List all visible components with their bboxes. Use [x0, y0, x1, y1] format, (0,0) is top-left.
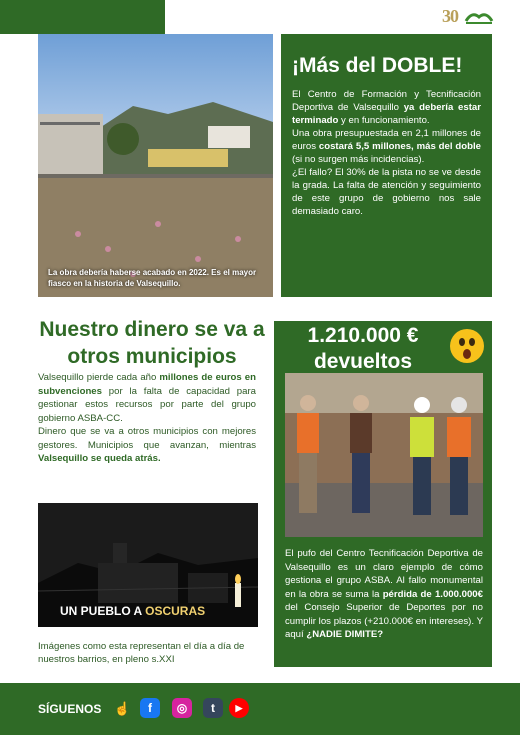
money-leaving-body: Valsequillo pierde cada año millones de euros en subvenciones por la falta de capacidad para gestionar estos recursos por parte del grupo gobierno ASBA-CC. Dinero que se va a otros municipios con mejores gestores. Municipios que avanzan, mientras Valsequillo se queda atrás. — [38, 372, 256, 464]
photo-caption: La obra debería haberse acabado en 2022. Es el mayor fiasco en la historia de Valsequillo. — [48, 268, 257, 288]
section-title: ¡Más del DOBLE! — [292, 54, 463, 77]
tumblr-icon[interactable]: t — [203, 698, 223, 718]
party-logo-icon — [464, 9, 494, 25]
hand-pointer-icon: ☝ — [114, 701, 131, 716]
double-cost-panel — [281, 34, 492, 297]
paragraph-2: Una obra presupuestada en 2,1 millones de euros costará 5,5 millones, más del doble (si no surgen más incidencias). — [292, 128, 481, 165]
returned-money-panel — [274, 321, 492, 667]
site-visit-photo — [285, 373, 483, 537]
paragraph-1: El Centro de Formación y Tecnificación Deportiva de Valsequillo ya debería estar terminado y en funcionamiento. — [292, 89, 481, 126]
header-logos — [442, 6, 494, 27]
paragraph-3: ¿El fallo? El 30% de la pista no se ve desde la grada. La falta de atención y seguimiento de este grupo de gobierno nos sale demasiado caro. — [292, 167, 481, 217]
money-leaving-title: Nuestro dinero se va a otros municipios — [39, 318, 265, 368]
construction-site-photo — [38, 34, 273, 297]
returned-money-body: El pufo del Centro Tecnificación Deportiva de Valsequillo es un claro ejemplo de cómo gestiona el grupo ASBA. Al fallo monumental en la obra se suma la pérdida de 1.000.000€ del Consejo Superior de Deportes por no cumplir los plazos (+210.000€ en intereses). Y aquí ¿NADIE DIMITE? — [285, 548, 483, 640]
top-accent-band — [0, 0, 165, 34]
youtube-icon[interactable]: ▶ — [229, 698, 249, 718]
facebook-icon[interactable]: f — [140, 698, 160, 718]
returned-amount: 1.210.000 € devueltos — [307, 324, 419, 373]
surprised-face-icon — [450, 329, 484, 363]
follow-label: SÍGUENOS — [38, 702, 102, 716]
dark-town-label: UN PUEBLO A OSCURAS — [60, 604, 206, 618]
dark-photo-caption: Imágenes como esta representan el día a día de nuestros barrios, en pleno s.XXI — [38, 641, 245, 665]
anniversary-logo: 30 — [442, 6, 458, 26]
dark-town-photo — [38, 503, 258, 627]
footer-bar — [0, 683, 520, 735]
instagram-icon[interactable]: ◎ — [172, 698, 192, 718]
